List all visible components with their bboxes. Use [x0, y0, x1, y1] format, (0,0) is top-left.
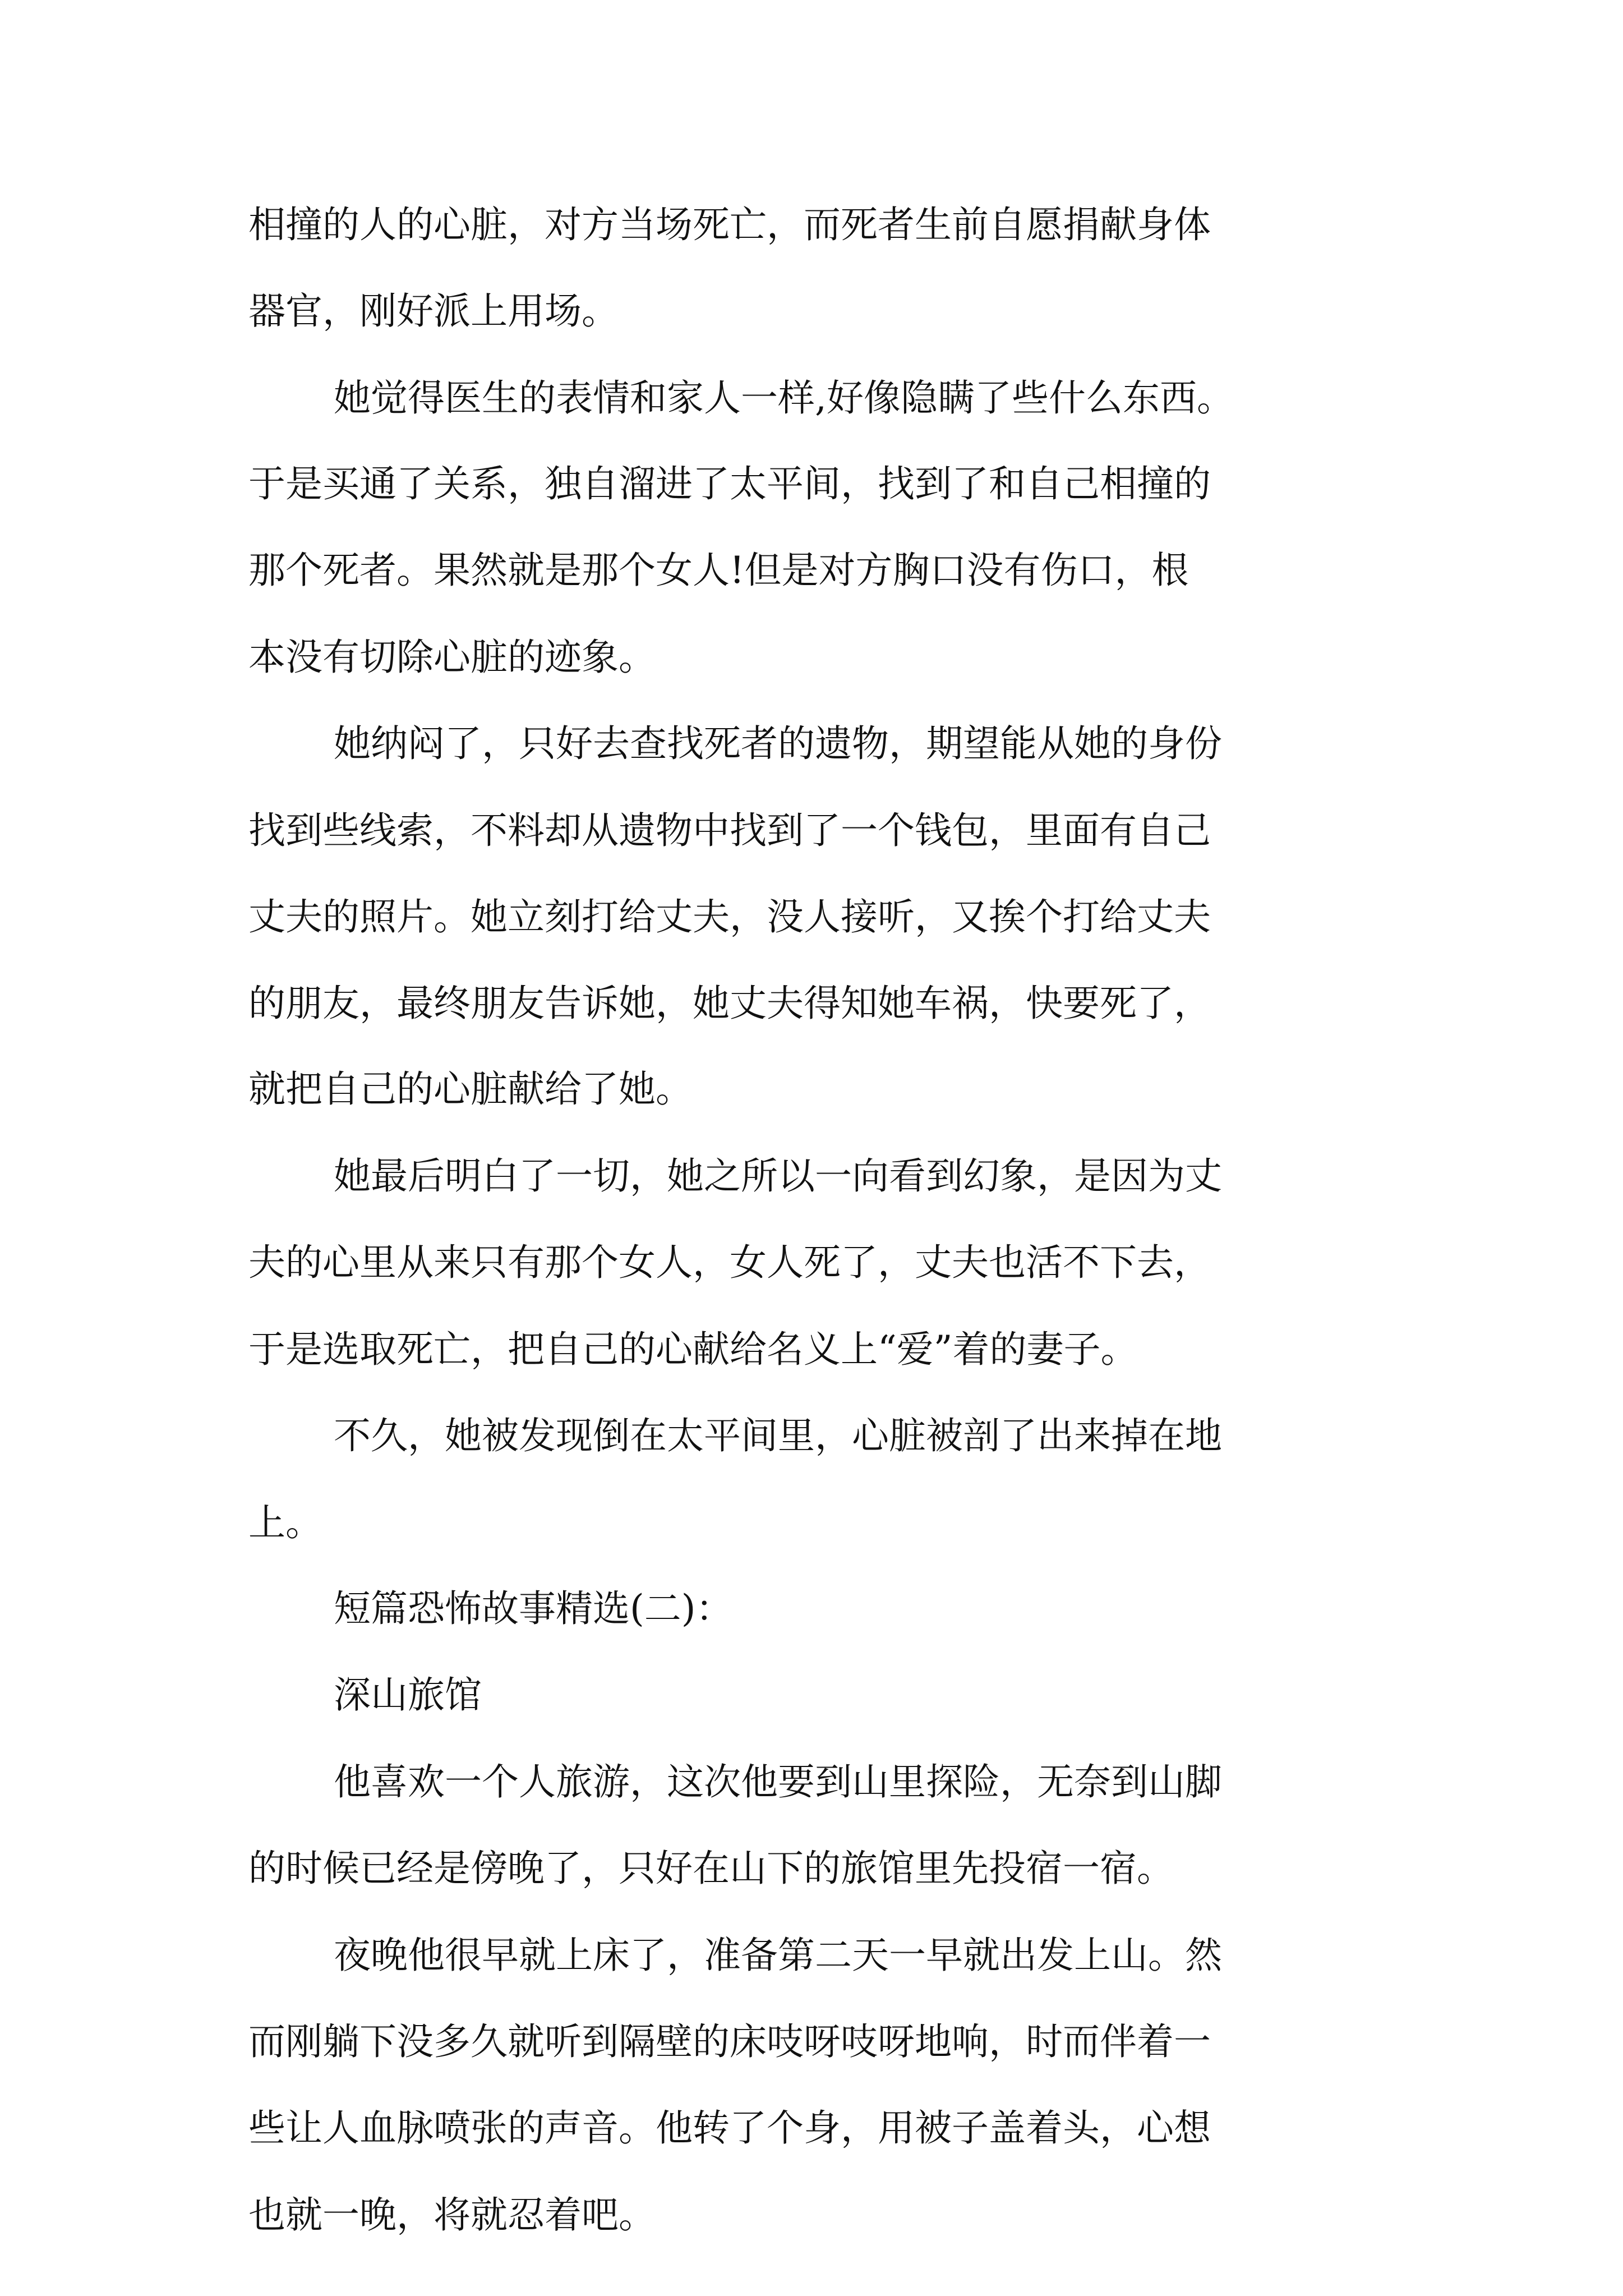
text-line: 找到些线索，不料却从遗物中找到了一个钱包，里面有自己 [248, 809, 1211, 852]
text-line: 相撞的人的心脏，对方当场死亡，而死者生前自愿捐献身体 [248, 203, 1211, 246]
text-line: 本没有切除心脏的迹象。 [248, 636, 656, 679]
text-line: 就把自己的心脏献给了她。 [248, 1068, 693, 1111]
text-line: 的朋友，最终朋友告诉她，她丈夫得知她车祸，快要死了， [248, 982, 1211, 1025]
text-line: 的时候已经是傍晚了，只好在山下的旅馆里先投宿一宿。 [248, 1847, 1174, 1890]
text-line: 她最后明白了一切，她之所以一向看到幻象，是因为丈 [334, 1154, 1222, 1198]
story-title: 深山旅馆 [334, 1673, 482, 1717]
text-line: 夫的心里从来只有那个女人，女人死了，丈夫也活不下去， [248, 1241, 1211, 1284]
text-line: 她觉得医生的表情和家人一样,好像隐瞒了些什么东西。 [334, 376, 1234, 420]
text-line: 丈夫的照片。她立刻打给丈夫，没人接听，又挨个打给丈夫 [248, 895, 1211, 938]
text-line: 于是选取死亡，把自己的心献给名义上“爱”着的妻子。 [248, 1328, 1138, 1371]
text-line: 也就一晚，将就忍着吧。 [248, 2193, 656, 2237]
text-line: 器官，刚好派上用场。 [248, 289, 619, 333]
text-line: 些让人血脉喷张的声音。他转了个身，用被子盖着头，心想 [248, 2106, 1211, 2150]
text-line: 而刚躺下没多久就听到隔壁的床吱呀吱呀地响，时而伴着一 [248, 2020, 1211, 2063]
text-line: 上。 [248, 1501, 322, 1544]
text-line: 他喜欢一个人旅游，这次他要到山里探险，无奈到山脚 [334, 1760, 1222, 1803]
text-line: 于是买通了关系，独自溜进了太平间，找到了和自己相撞的 [248, 462, 1211, 505]
section-heading: 短篇恐怖故事精选(二)： [334, 1587, 733, 1630]
text-line: 那个死者。果然就是那个女人!但是对方胸口没有伤口，根 [248, 549, 1189, 592]
text-line: 她纳闷了，只好去查找死者的遗物，期望能从她的身份 [334, 722, 1222, 765]
text-line: 夜晚他很早就上床了，准备第二天一早就出发上山。然 [334, 1934, 1222, 1977]
text-line: 不久，她被发现倒在太平间里，心脏被剖了出来掉在地 [334, 1414, 1222, 1457]
